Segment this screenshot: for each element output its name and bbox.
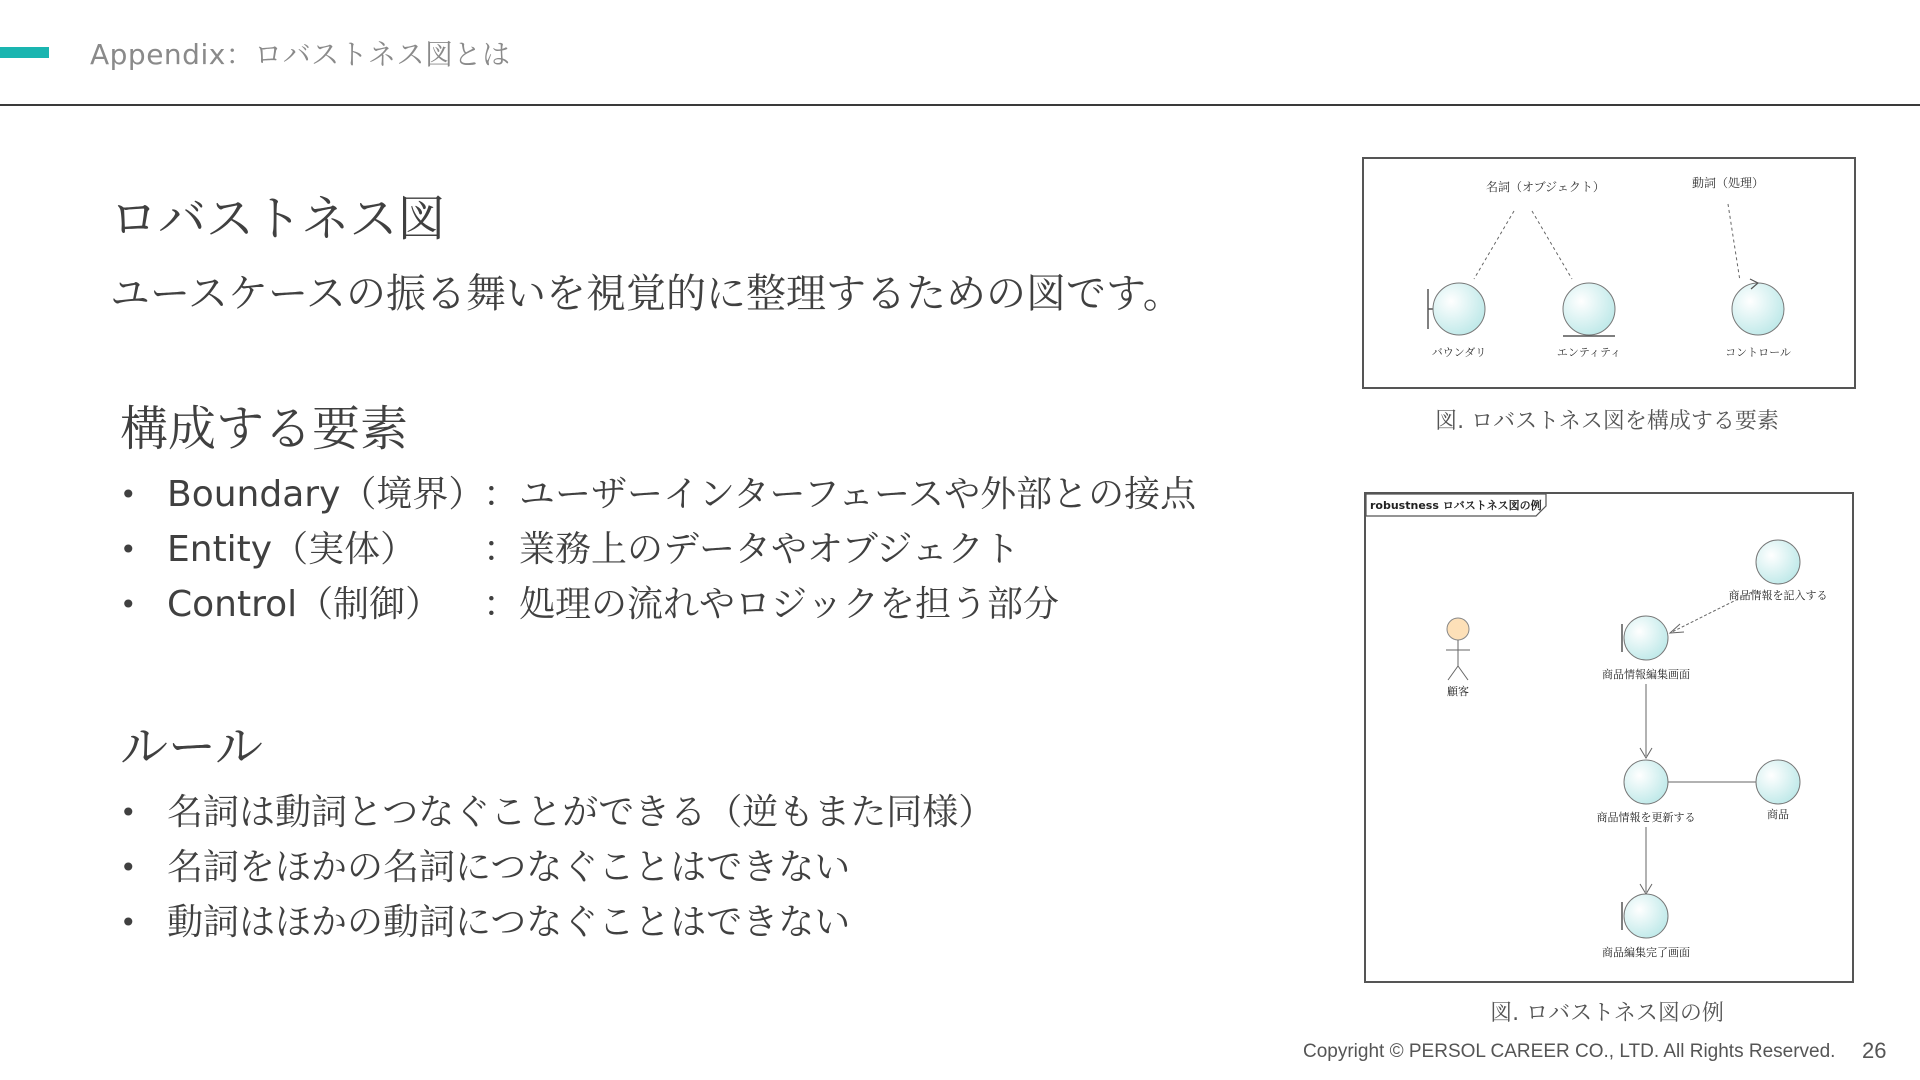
list-item bbox=[120, 840, 994, 895]
actor-head bbox=[1447, 618, 1469, 640]
boundary-label: バウンダリ bbox=[1431, 346, 1487, 359]
figure-example-box bbox=[1364, 492, 1854, 983]
figure-elements-box bbox=[1362, 157, 1856, 389]
components-list bbox=[120, 467, 1196, 632]
bullet-icon: • bbox=[120, 906, 137, 939]
component-desc: ：業務上のデータやオブジェクト bbox=[483, 529, 1020, 570]
entity-label: エンティティ bbox=[1556, 346, 1622, 359]
arrowhead bbox=[1670, 624, 1684, 633]
components-heading: 構成する要素 bbox=[120, 401, 409, 457]
control-input-circle bbox=[1756, 540, 1800, 584]
figure-example-diagram bbox=[1366, 494, 1852, 981]
dependency-line bbox=[1474, 211, 1514, 279]
bullet-icon: • bbox=[120, 588, 137, 621]
breadcrumb: Appendix：ロバストネス図とは bbox=[90, 38, 511, 71]
dependency-line bbox=[1532, 211, 1572, 279]
figure-example-caption: 図. ロバストネス図の例 bbox=[1490, 1001, 1724, 1026]
page-number: 26 bbox=[1862, 1038, 1887, 1063]
bullet-icon: • bbox=[120, 478, 137, 511]
component-term: Boundary（境界） bbox=[167, 474, 485, 515]
entity-product-label: 商品 bbox=[1767, 808, 1789, 821]
rules-heading: ルール bbox=[120, 719, 264, 775]
boundary-edit-label: 商品情報編集画面 bbox=[1602, 668, 1690, 681]
figure-elements-diagram bbox=[1364, 159, 1854, 387]
bullet-icon: • bbox=[120, 851, 137, 884]
noun-label: 名詞（オブジェクト） bbox=[1486, 180, 1605, 194]
page-subtitle: ユースケースの振る舞いを視覚的に整理するための図です。 bbox=[110, 271, 1183, 317]
header-accent-bar bbox=[0, 47, 49, 58]
rule-text: 名詞は動詞とつなぐことができる（逆もまた同様） bbox=[167, 792, 995, 833]
list-item bbox=[120, 895, 994, 950]
header-divider bbox=[0, 104, 1920, 106]
list-item bbox=[120, 577, 1196, 632]
actor-leg bbox=[1458, 666, 1468, 680]
component-term: Control（制御） bbox=[167, 584, 442, 625]
list-item bbox=[120, 522, 1196, 577]
page-title: ロバストネス図 bbox=[110, 191, 446, 247]
bullet-icon: • bbox=[120, 533, 137, 566]
component-desc: ：処理の流れやロジックを担う部分 bbox=[483, 584, 1060, 625]
entity-circle bbox=[1563, 283, 1615, 335]
entity-product-circle bbox=[1756, 760, 1800, 804]
component-term: Entity（実体） bbox=[167, 529, 417, 570]
actor-label: 顧客 bbox=[1447, 685, 1469, 698]
list-item bbox=[120, 467, 1196, 522]
copyright-notice: Copyright © PERSOL CAREER CO., LTD. All Rights Reserved. bbox=[1303, 1041, 1836, 1062]
rule-text: 名詞をほかの名詞につなぐことはできない bbox=[167, 847, 851, 888]
control-label: コントロール bbox=[1725, 346, 1791, 359]
control-input-label: 商品情報を記入する bbox=[1728, 589, 1828, 602]
rule-text: 動詞はほかの動詞につなぐことはできない bbox=[167, 902, 851, 943]
list-item bbox=[120, 785, 994, 840]
bullet-icon: • bbox=[120, 796, 137, 829]
dependency-line bbox=[1728, 204, 1740, 281]
boundary-circle bbox=[1433, 283, 1485, 335]
frame-title: robustness ロバストネス図の例 bbox=[1370, 499, 1542, 512]
component-desc: ：ユーザーインターフェースや外部との接点 bbox=[483, 474, 1197, 515]
control-circle bbox=[1732, 283, 1784, 335]
verb-label: 動詞（処理） bbox=[1692, 176, 1765, 190]
figure-elements-caption: 図. ロバストネス図を構成する要素 bbox=[1435, 409, 1779, 434]
actor-leg bbox=[1448, 666, 1458, 680]
boundary-done-label: 商品編集完了画面 bbox=[1602, 946, 1690, 959]
control-update-circle bbox=[1624, 760, 1668, 804]
boundary-done-circle bbox=[1624, 894, 1668, 938]
control-update-label: 商品情報を更新する bbox=[1596, 811, 1696, 824]
rules-list bbox=[120, 785, 994, 950]
boundary-edit-circle bbox=[1624, 616, 1668, 660]
